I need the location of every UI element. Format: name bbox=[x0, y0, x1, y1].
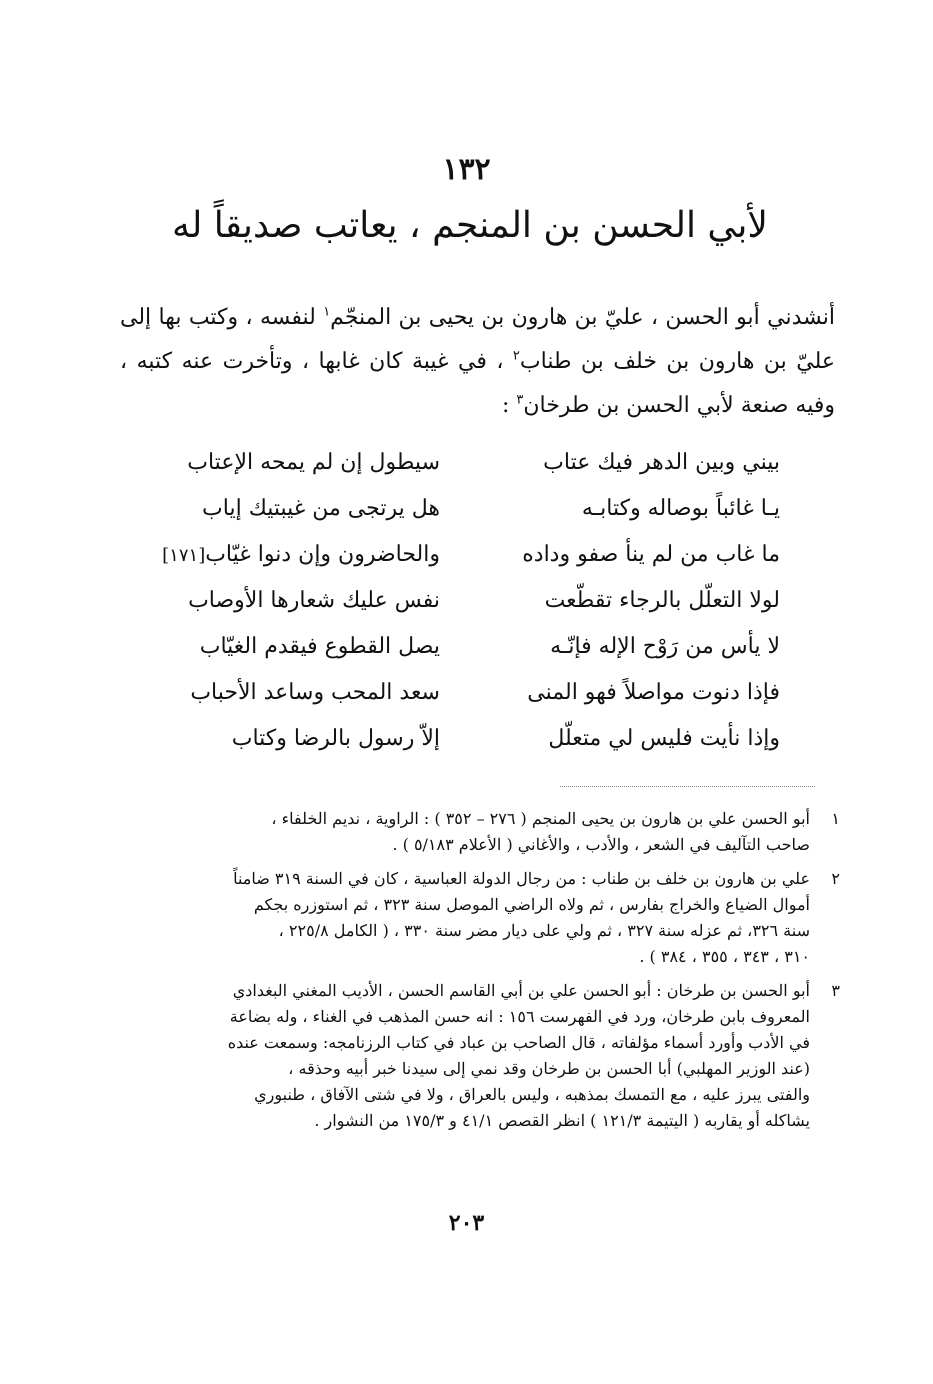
manuscript-page-marker: [١٧١] bbox=[162, 545, 206, 566]
footnote-line: والفتى يبرز عليه ، مع التمسك بمذهبه ، وليس بالعراق ، ولا في شتى الآفاق ، طنبوري bbox=[254, 1085, 810, 1104]
hemistich-second: نفس عليك شعارها الأوصاب bbox=[188, 588, 440, 613]
hemistich-first: بيني وبين الدهر فيك عتاب bbox=[543, 450, 780, 475]
footnotes bbox=[140, 806, 840, 1142]
footnote-line: في الأدب وأورد أسماء مؤلفاته ، قال الصاحب بن عباد في كتاب الرزنامجه: وسمعت عنده bbox=[227, 1033, 810, 1052]
verse bbox=[140, 716, 780, 762]
footnote-text bbox=[140, 978, 810, 1134]
verse bbox=[140, 532, 780, 578]
hemistich-second: سعد المحب وساعد الأحباب bbox=[190, 680, 440, 705]
footnote bbox=[140, 806, 840, 858]
intro-text-3: ، في غيبة كان غابها ، وتأخرت عنه كتبه ، وفيه صنعة لأبي الحسن بن طرخان bbox=[120, 349, 835, 418]
hemistich-first: لا يأس من رَوْح الإله فإنّـه bbox=[550, 634, 780, 659]
intro-paragraph bbox=[120, 296, 835, 428]
hemistich-first: لولا التعلّل بالرجاء تقطّعت bbox=[544, 588, 780, 613]
footnote-line: أبو الحسن بن طرخان : أبو الحسن علي بن أبي القاسم الحسن ، الأديب المغني البغدادي bbox=[232, 981, 810, 1000]
footnote bbox=[140, 978, 840, 1134]
poem-title: لأبي الحسن بن المنجم ، يعاتب صديقاً له bbox=[172, 205, 768, 246]
intro-text-2: لنفسه ، وكتب بها إلى عليّ بن هارون بن خلف بن طناب bbox=[120, 305, 835, 374]
hemistich-second: هل يرتجى من غيبتيك إياب bbox=[202, 496, 440, 521]
footnote-number: ٢ bbox=[831, 869, 840, 888]
intro-text-1: أنشدني أبو الحسن ، عليّ بن هارون بن يحيى بن المنجّم bbox=[330, 305, 835, 330]
footnote-ref-3[interactable]: ٣ bbox=[516, 392, 524, 408]
footnote-line: صاحب التآليف في الشعر ، والأدب ، والأغاني ( الأعلام ٥/١٨٣ ) . bbox=[392, 835, 810, 854]
hemistich-first: ما غاب من لم ينأ صفو وداده bbox=[522, 542, 780, 567]
footnote-line: المعروف بابن طرخان، ورد في الفهرست ١٥٦ : انه حسن المذهب في الغناء ، وله بضاعة bbox=[229, 1007, 810, 1026]
footnote bbox=[140, 866, 840, 970]
verse bbox=[140, 440, 780, 486]
footnote-number: ١ bbox=[831, 809, 840, 828]
verse bbox=[140, 670, 780, 716]
verse bbox=[140, 624, 780, 670]
verse bbox=[140, 486, 780, 532]
footnote-line: أبو الحسن علي بن هارون بن يحيى المنجم ( ٢٧٦ – ٣٥٢ ) : الراوية ، نديم الخلفاء ، bbox=[271, 809, 810, 828]
verse bbox=[140, 578, 780, 624]
footnote-line: سنة ٣٢٦، ثم عزله سنة ٣٢٧ ، ثم ولي على ديار مضر سنة ٣٣٠ ، ( الكامل ٢٢٥/٨ ، bbox=[278, 921, 810, 940]
footnote-text bbox=[140, 866, 810, 970]
footnote-ref-2[interactable]: ٢ bbox=[512, 348, 520, 364]
footnote-line: (عند الوزير المهلبي) أبا الحسن بن طرخان وقد نمي إلى سيدنا خبر أبيه وحذقه ، bbox=[288, 1059, 810, 1078]
footnote-number: ٣ bbox=[831, 981, 840, 1000]
hemistich-second: إلاّ رسول بالرضا وكتاب bbox=[231, 726, 440, 751]
hemistich-second: سيطول إن لم يمحه الإعتاب bbox=[187, 450, 440, 475]
footnote-line: يشاكله أو يقاربه ( اليتيمة ١٢١/٣ ) انظر القصص ٤١/١ و ١٧٥/٣ من النشوار . bbox=[314, 1111, 810, 1130]
page-number: ٢٠٣ bbox=[448, 1210, 485, 1236]
footnote-ref-1[interactable]: ١ bbox=[323, 304, 331, 320]
section-number: ١٣٢ bbox=[442, 152, 491, 187]
footnote-line: ٣١٠ ، ٣٤٣ ، ٣٥٥ ، ٣٨٤ ) . bbox=[639, 947, 810, 966]
footnote-text bbox=[140, 806, 810, 858]
hemistich-second: والحاضرون وإن دنوا غيّاب bbox=[205, 542, 440, 567]
hemistich-second-with-marker bbox=[140, 532, 440, 578]
footnote-line: علي بن هارون بن خلف بن طناب : من رجال الدولة العباسية ، كان في السنة ٣١٩ ضامناً bbox=[233, 869, 810, 888]
footnote-line: أموال الضياع والخراج بفارس ، ثم ولاه الراضي الموصل سنة ٣٢٣ ، ثم استوزره بجكم bbox=[253, 895, 810, 914]
intro-text-4: : bbox=[501, 393, 517, 418]
hemistich-first: يـا غائباً بوصاله وكتابـه bbox=[581, 496, 780, 521]
hemistich-second: يصل القطوع فيقدم الغيّاب bbox=[199, 634, 440, 659]
hemistich-first: فإذا دنوت مواصلاً فهو المنى bbox=[527, 680, 780, 705]
footnote-divider bbox=[560, 786, 815, 787]
poem bbox=[140, 440, 780, 762]
hemistich-first: وإذا نأيت فليس لي متعلّل bbox=[548, 726, 780, 751]
